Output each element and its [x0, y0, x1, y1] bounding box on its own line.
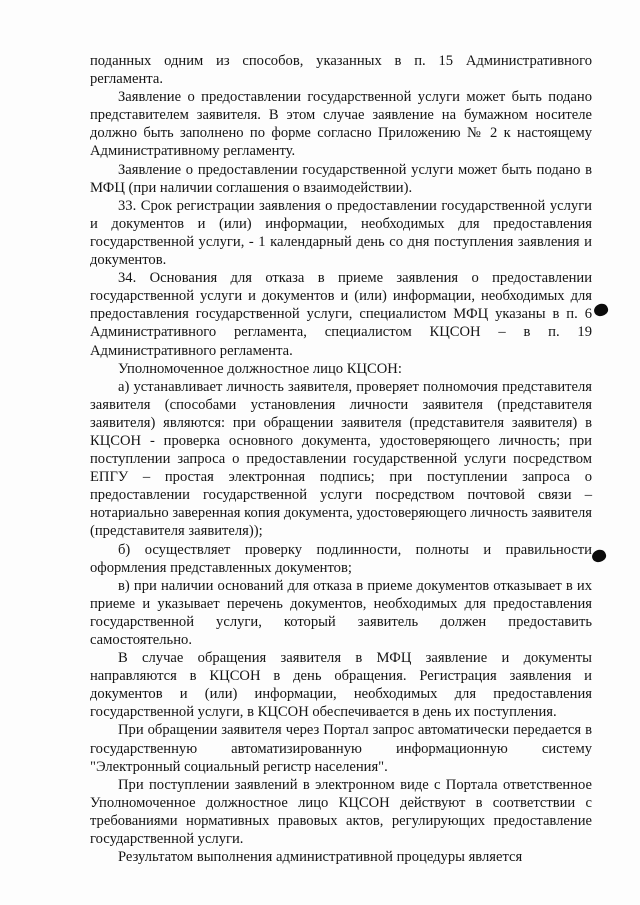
punch-hole-mark — [590, 548, 608, 565]
paragraph-10: В случае обращения заявителя в МФЦ заявление и документы направляются в КЦСОН в день обращения. Регистрация заявления и документов и (или) информации, необходимых для предоставления государственной услуги, в КЦСОН обеспечивается в день их поступления. — [90, 650, 592, 721]
paragraph-2: Заявление о предоставлении государственной услуги может быть подано представителем заявителя. В этом случае заявление на бумажном носителе должно быть заполнено по форме согласно Приложению № 2 к настоящему Административному регламенту. — [90, 89, 592, 160]
paragraph-11: При обращении заявителя через Портал запрос автоматически передается в государственную автоматизированную информационную систему "Электронный социальный регистр населения". — [90, 722, 592, 775]
paragraph-8: б) осуществляет проверку подлинности, полноты и правильности оформления представленных документов; — [90, 541, 592, 576]
paragraph-5: 34. Основания для отказа в приеме заявления о предоставлении государственной услуги и документов и (или) информации, необходимых для предоставления государственной услуги, специалистом МФЦ указаны в п. 6 Административного регламента, специалистом КЦСОН – в п. 19 Административного регламента. — [90, 270, 592, 359]
paragraph-7: а) устанавливает личность заявителя, проверяет полномочия представителя заявителя (способами установления личности заявителя (представителя заявителя) являются: при обращении заявителя (представителя заявителя) в КЦСОН - проверка основного документа, удостоверяющего личность; при поступлении запроса о предоставлении государственной услуги посредством ЕПГУ – простая электронная подпись; при поступлении запроса о предоставлении государственной услуги посредством почтовой связи – нотариально заверенная копия документа, удостоверяющего личность заявителя (представителя заявителя)); — [90, 378, 592, 540]
paragraph-13: Результатом выполнения административной процедуры является — [118, 849, 523, 866]
punch-hole-mark — [592, 302, 610, 319]
paragraph-6: Уполномоченное должностное лицо КЦСОН: — [118, 360, 402, 377]
paragraph-4: 33. Срок регистрации заявления о предоставлении государственной услуги и документов и (или) информации, необходимых для предоставления государственной услуги, - 1 календарный день со дня поступления заявления и документов. — [90, 197, 592, 269]
paragraph-3: Заявление о предоставлении государственной услуги может быть подано в МФЦ (при наличии соглашения о взаимодействии). — [90, 161, 592, 196]
paragraph-1: поданных одним из способов, указанных в п. 15 Административного регламента. — [90, 53, 592, 88]
paragraph-9: в) при наличии оснований для отказа в приеме документов отказывает в их приеме и указывает перечень документов, необходимых для предоставления государственной услуги, который заявитель должен предоставить самостоятельно. — [90, 577, 592, 648]
paragraph-12: При поступлении заявлений в электронном виде с Портала ответственное Уполномоченное должностное лицо КЦСОН действуют в соответствии с требованиями нормативных правовых актов, регулирующих предоставление государственной услуги. — [90, 776, 592, 848]
document-body — [90, 52, 592, 866]
